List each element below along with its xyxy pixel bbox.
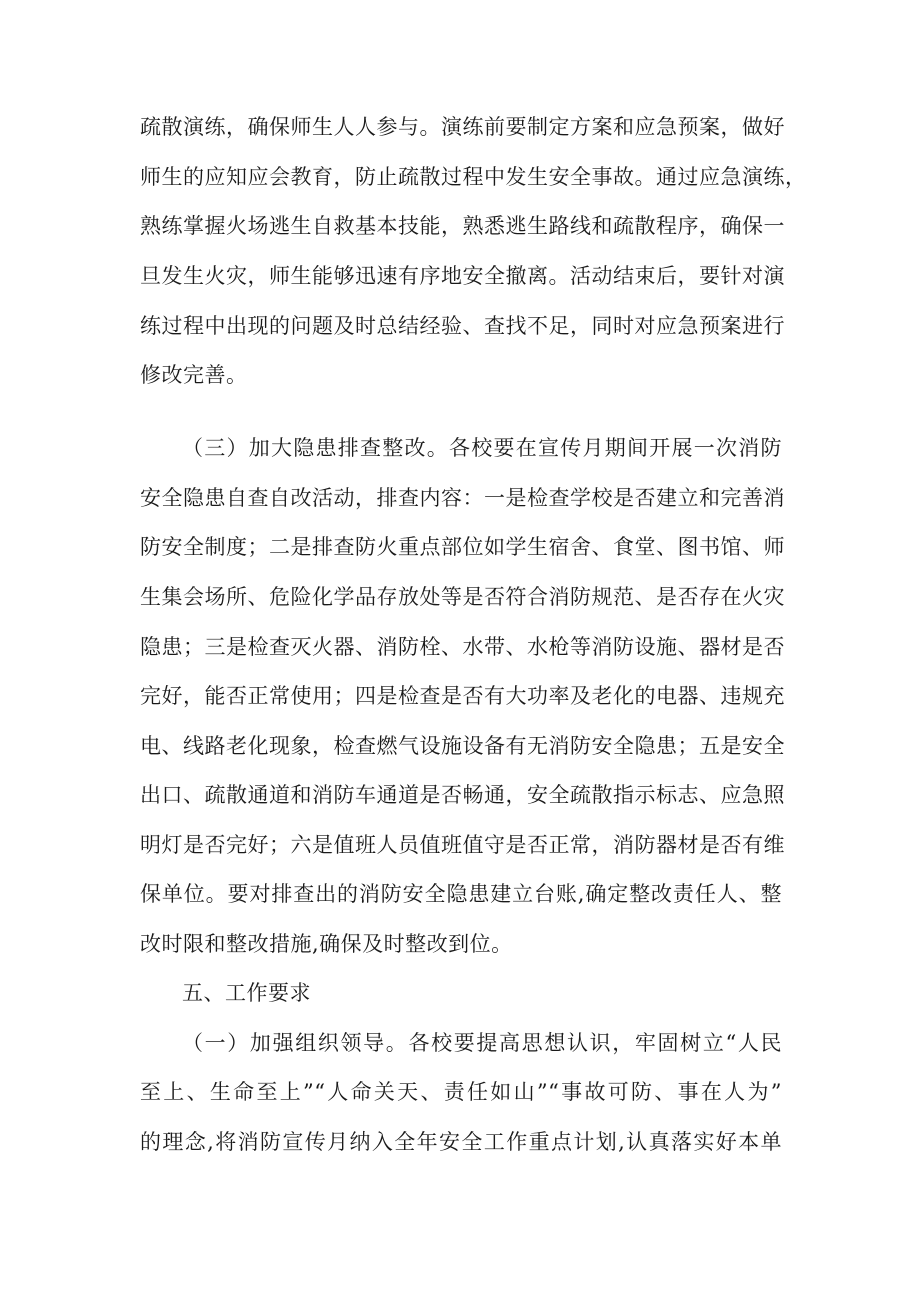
paragraph-line: 至上、生命至上”“人命关天、责任如山”“事故可防、事在人为” <box>140 1080 782 1104</box>
paragraph-line: 改时限和整改措施,确保及时整改到位。 <box>140 932 513 956</box>
section-title: 五、工作要求 <box>182 981 311 1005</box>
paragraph-line: 保单位。要对排查出的消防安全隐患建立台账,确定整改责任人、整 <box>140 882 782 906</box>
paragraph-line: 的理念,将消防宣传月纳入全年安全工作重点计划,认真落实好本单 <box>140 1130 782 1154</box>
paragraph-line: 修改完善。 <box>140 363 248 387</box>
paragraph-line: 熟练掌握火场逃生自救基本技能，熟悉逃生路线和疏散程序，确保一 <box>140 214 785 238</box>
paragraph-line: 电、线路老化现象，检查燃气设施设备有无消防安全隐患；五是安全 <box>140 734 785 758</box>
paragraph-line: 旦发生火灾，师生能够迅速有序地安全撤离。活动结束后，要针对演 <box>140 264 785 288</box>
paragraph-line: 出口、疏散通道和消防车通道是否畅通，安全疏散指示标志、应急照 <box>140 783 785 807</box>
paragraph-line: 疏散演练，确保师生人人参与。演练前要制定方案和应急预案，做好 <box>140 115 785 139</box>
paragraph-line: 明灯是否完好；六是值班人员值班值守是否正常，消防器材是否有维 <box>140 833 785 857</box>
section-heading-line: （三）加大隐患排查整改。各校要在宣传月期间开展一次消防 <box>182 436 782 460</box>
paragraph-line: 完好，能否正常使用；四是检查是否有大功率及老化的电器、违规充 <box>140 684 785 708</box>
paragraph-line: 安全隐患自查自改活动，排查内容：一是检查学校是否建立和完善消 <box>140 486 785 510</box>
paragraph-line: 生集会场所、危险化学品存放处等是否符合消防规范、是否存在火灾 <box>140 585 785 609</box>
section-heading-line: （一）加强组织领导。各校要提高思想认识，牢固树立“人民 <box>182 1031 782 1055</box>
paragraph-line: 练过程中出现的问题及时总结经验、查找不足，同时对应急预案进行 <box>140 314 785 338</box>
paragraph-line: 隐患；三是检查灭火器、消防栓、水带、水枪等消防设施、器材是否 <box>140 635 785 659</box>
paragraph-line: 师生的应知应会教育，防止疏散过程中发生安全事故。通过应急演练， <box>140 165 807 189</box>
paragraph-line: 防安全制度；二是排查防火重点部位如学生宿舍、食堂、图书馆、师 <box>140 535 785 559</box>
